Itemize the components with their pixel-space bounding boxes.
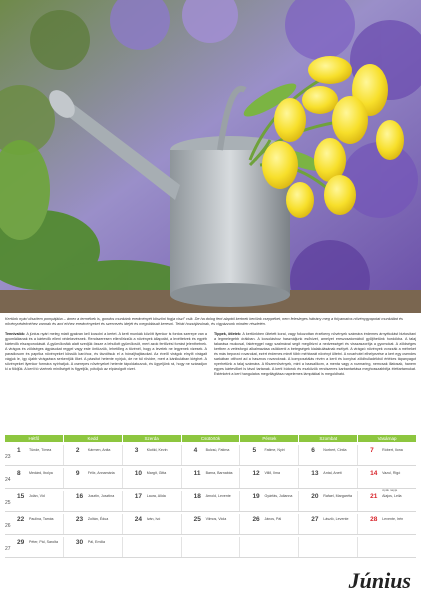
calendar-day: [358, 445, 416, 465]
calendar-day: [240, 491, 299, 511]
calendar-day: [240, 468, 299, 488]
calendar-day: [240, 514, 299, 534]
calendar-day: [299, 514, 358, 534]
name-day: Rafael, Margaréta: [323, 494, 353, 498]
calendar-day: [182, 445, 241, 465]
calendar-day: [64, 537, 123, 557]
calendar-day: [64, 491, 123, 511]
calendar-day: [358, 488, 416, 511]
article-tippek-title: Tippek, ötletek: [214, 332, 240, 336]
day-number: 20: [311, 493, 319, 500]
calendar-day: [299, 445, 358, 465]
calendar-week: [5, 489, 416, 512]
calendar-day: [358, 468, 416, 488]
week-number: 24: [5, 477, 11, 483]
weekday-label: Hétfő: [5, 435, 64, 442]
name-day: Bulcsú, Fatima: [205, 448, 230, 452]
calendar-day: [5, 491, 64, 511]
calendar-day: [64, 468, 123, 488]
article-tippek-body: A kertünkben ültetett korai, vagy fokozottan érzékeny növények számára érdemes árnyékolást biztosítani a legmelegebb órákban. A locsoláshoz használjunk esővizet, amelyet ereszcsatornából gyűjthetünk hordókba. A talaj takarása mulccsal, fakéreggel vagy szalmával segít megőrizni a nedvességet és visszaszorítja a gyomokat. A zöldséges kertben a vetésforgó alkalmazása csökkenti a betegségek kialakulásának esélyét. A virágzó növények vonzzák a méheket és más beporzó rovarokat, ezért érdemes minél több méhbarát növényt ültetni. A rovarhotel elhelyezése a kert egy csendes sarkában otthont ad a hasznos rovaroknak. A komposztálás révén a kerti és konyhai zöldhulladékból értékes tápanyagot nyerhetünk a talaj számára. A fűszernövények, mint a bazsalikom, a menta vagy a rozmaring, nemcsak illatosak, hanem egyes kártevőket is távol tartanak. A kerti bútorok és eszközök rendszeres karbantartása meghosszabbítja élettartamukat. Esténként a kert hangulatos megvilágítása napelemes lámpákkal is megoldható.: [214, 332, 416, 376]
calendar-day: [358, 514, 416, 534]
weekday-label: Szombat: [299, 435, 358, 442]
calendar-day: [299, 491, 358, 511]
calendar-day: [299, 537, 358, 557]
day-number: 14: [370, 470, 378, 477]
day-number: 7: [370, 447, 374, 454]
day-number: 13: [311, 470, 319, 477]
day-number: 11: [193, 470, 201, 477]
name-day: Norbert, Cintia: [323, 448, 347, 452]
day-number: 6: [311, 447, 315, 454]
day-number: 24: [134, 516, 142, 523]
calendar-day: [240, 537, 299, 557]
calendar-day: [182, 468, 241, 488]
weekday-label: Kedd: [64, 435, 123, 442]
day-number: 18: [193, 493, 201, 500]
day-number: 22: [17, 516, 25, 523]
calendar-week: [5, 535, 416, 558]
day-number: 9: [75, 470, 80, 477]
calendar-day: [123, 491, 182, 511]
name-day: Pál, Emília: [87, 540, 106, 544]
name-day: Tünde, Tímea: [29, 448, 52, 452]
name-day: Barna, Barnabás: [205, 471, 233, 475]
name-day: Róbert, Ilona: [382, 448, 403, 452]
day-number: 16: [75, 493, 84, 500]
calendar-day: [123, 514, 182, 534]
day-number: 4: [193, 447, 198, 454]
calendar-day: [123, 445, 182, 465]
day-number: 10: [134, 470, 142, 477]
weekday-label: Péntek: [240, 435, 299, 442]
calendar-day: [182, 537, 241, 557]
calendar-day: [182, 514, 241, 534]
calendar-day: [182, 491, 241, 511]
day-number: 12: [252, 470, 260, 477]
calendar-day: [5, 445, 64, 465]
name-day: Medárd, Ibolya: [29, 471, 53, 475]
day-number: 8: [17, 470, 21, 477]
name-day: Antal, Anett: [323, 471, 342, 475]
week-number: 26: [5, 523, 11, 529]
name-day: László, Levente: [323, 517, 349, 521]
name-day: Levente, Irén: [382, 517, 404, 521]
calendar-day: [240, 445, 299, 465]
day-number: 25: [193, 516, 201, 523]
name-day: Zoltán, Édua: [87, 517, 109, 521]
weekday-header: [5, 435, 416, 442]
weekday-label: Vasárnap: [377, 436, 397, 441]
day-number: 17: [134, 493, 142, 500]
articles: [5, 332, 416, 432]
day-number: 27: [311, 516, 319, 523]
day-number: 2: [75, 447, 80, 454]
week-number: 23: [5, 454, 11, 460]
calendar-day: [123, 537, 182, 557]
calendar-week: [5, 443, 416, 466]
photo-caption: Kertünk nyári díszítem pompájába – ámex a termékek is, gondos munkánk eredményét köszöni fogja viszi" csik. De ha dolog fent alaptól kertnek kertünk cseppéket, nem felesleges hátrány meg a folyamatos növénygyapotat munkáltat és növényvédelméhez vannak és ami ehhez eredményeket és szervezés idejét és megoldásait keresni. Tehát hozzájárulnak, és vigyázzunk minden részletén.: [5, 317, 403, 326]
calendar-day: [5, 468, 64, 488]
article-tennivalok-title: Tennivalók: [5, 332, 24, 336]
name-day: Klotild, Kevin: [146, 448, 168, 452]
day-number: 19: [252, 493, 260, 500]
calendar-day: [5, 537, 64, 557]
calendar-day: [64, 445, 123, 465]
day-number: 23: [75, 516, 84, 523]
day-number: 5: [252, 447, 257, 454]
day-number: 26: [252, 516, 260, 523]
name-day: Fatime, Nyiri: [264, 448, 285, 452]
day-number: 30: [75, 539, 84, 546]
name-day: János, Pál: [264, 517, 282, 521]
name-day: Paulina, Tamás: [29, 517, 54, 521]
name-day: Félix, Annamária: [87, 471, 115, 475]
week-number: 25: [5, 500, 11, 506]
day-number: 3: [134, 447, 139, 454]
month-title: Június: [348, 568, 411, 593]
week-number: 27: [5, 546, 11, 552]
article-tennivalok-body: A június nyári meleg miatt gyakran kell locsolni a kertet. A kerti munkák között ilyenkor is fontos szerepe van a gyomlálásnak és a kártevők elleni védekezésnek. Rendszeresen ellenőrizzük a növények állapotát, a levéltetvek és egyéb kártevők elszaporodását. A gyümölcsfák alatt szedjük össze a lehullott gyümölcsöt, mert azok fertőzési forrást jelenthetnek. A virágos és zöldséges ágyásokat reggel vagy este öntözzük, lehetőleg a tövénél, hogy a levelek ne legyenek vizesek. A paradicsom és paprika növényeket kössük karóhoz, és távolítsuk el a hónaljhajtásokat. Az évelő virágok elnyílt virágait vágjuk le, így újabb virágzásra serkentjük őket. A pázsitot hetente nyírjuk, de ne túl rövidre, mert a kánikulában kiéghet. A sövényeket ilyenkor formára nyírhatjuk. A cserepes növényeket hetente tápoldatozzuk, és ügyeljünk rá, hogy ne száradjon ki a földjük. A kerti tó vizének minőségét is figyeljük, pótoljuk az elpárolgott vizet.: [5, 332, 207, 371]
name-day: Margit, Gitta: [146, 471, 167, 475]
day-number: 29: [17, 539, 25, 546]
name-day: Iván, Ivó: [146, 517, 161, 521]
day-number: 28: [370, 516, 378, 523]
calendar-week: [5, 466, 416, 489]
weekday-label: Csütörtök: [182, 435, 241, 442]
holiday-note: Apák napja: [382, 488, 398, 492]
calendar-day: [358, 537, 416, 557]
day-number: 1: [17, 447, 21, 454]
calendar-day: [299, 468, 358, 488]
calendar-day: [123, 468, 182, 488]
name-day: Alajos, Leila: [382, 494, 402, 498]
day-number: 15: [17, 493, 25, 500]
article-tennivalok: Tennivalók: A június nyári meleg miatt gyakran kell locsolni a kertet. A kerti munkák között ilyenkor is fontos szerepe van a gyomlálásnak és a kártevők elleni védekezésnek. Rendszeresen ellenőrizzük a növények állapotát, a levéltetvek és egyéb kártevők elszaporodását. A gyümölcsfák alatt szedjük össze a lehullott gyümölcsöt, mert azok fertőzési forrást jelenthetnek. A virágos és zöldséges ágyásokat reggel vagy este öntözzük, lehetőleg a tövénél, hogy a levelek ne legyenek vizesek. A paradicsom és paprika növényeket kössük karóhoz, és távolítsuk el a hónaljhajtásokat. Az évelő virágok elnyílt virágait vágjuk le, így újabb virágzásra serkentjük őket. A pázsitot hetente nyírjuk, de ne túl rövidre, mert a kánikulában kiéghet. A sövényeket ilyenkor formára nyírhatjuk. A cserepes növényeket hetente tápoldatozzuk, és ügyeljünk rá, hogy ne száradjon ki a földjük. A kerti tó vizének minőségét is figyeljük, pótoljuk az elpárolgott vizet.: [5, 332, 207, 371]
day-number: 21: [370, 493, 378, 500]
name-day: Gyárfás, Julianna: [264, 494, 293, 498]
name-day: Péter, Pál, Sarolta: [29, 540, 58, 544]
name-day: Jolán, Vid: [29, 494, 45, 498]
calendar-day: [5, 514, 64, 534]
weekday-label: Szerda: [123, 435, 182, 442]
calendar-day: [64, 514, 123, 534]
article-tippek: Tippek, ötletek: A kertünkben ültetett korai, vagy fokozottan érzékeny növények számára érdemes árnyékolást biztosítani a legmelegebb órákban. A locsoláshoz használjunk esővizet, amelyet ereszcsatornából gyűjthetünk hordókba. A talaj takarása mulccsal, fakéreggel vagy szalmával segít megőrizni a nedvességet és visszaszorítja a gyomokat. A zöldséges kertben a vetésforgó alkalmazása csökkenti a betegségek kialakulásának esélyét. A virágzó növények vonzzák a méheket és más beporzó rovarokat, ezért érdemes minél több méhbarát növényt ültetni. A rovarhotel elhelyezése a kert egy csendes sarkában otthont ad a hasznos rovaroknak. A komposztálás révén a kerti és konyhai zöldhulladékból értékes tápanyagot nyerhetünk a talaj számára. A fűszernövények, mint a bazsalikom, a menta vagy a rozmaring, nemcsak illatosak, hanem egyes kártevőket is távol tartanak. A kerti bútorok és eszközök rendszeres karbantartása meghosszabbítja élettartamukat. Esténként a kert hangulatos megvilágítása napelemes lámpákkal is megoldható.: [214, 332, 416, 376]
name-day: Jusztin, Jusztina: [87, 494, 115, 498]
name-day: Kármen, Anita: [87, 448, 111, 452]
calendar-week: [5, 512, 416, 535]
name-day: Vilmos, Viola: [205, 517, 227, 521]
name-day: Arnold, Levente: [205, 494, 231, 498]
name-day: Villő, Ilma: [264, 471, 280, 475]
name-day: Laura, Alida: [146, 494, 166, 498]
name-day: Vazul, Rigó: [382, 471, 401, 475]
